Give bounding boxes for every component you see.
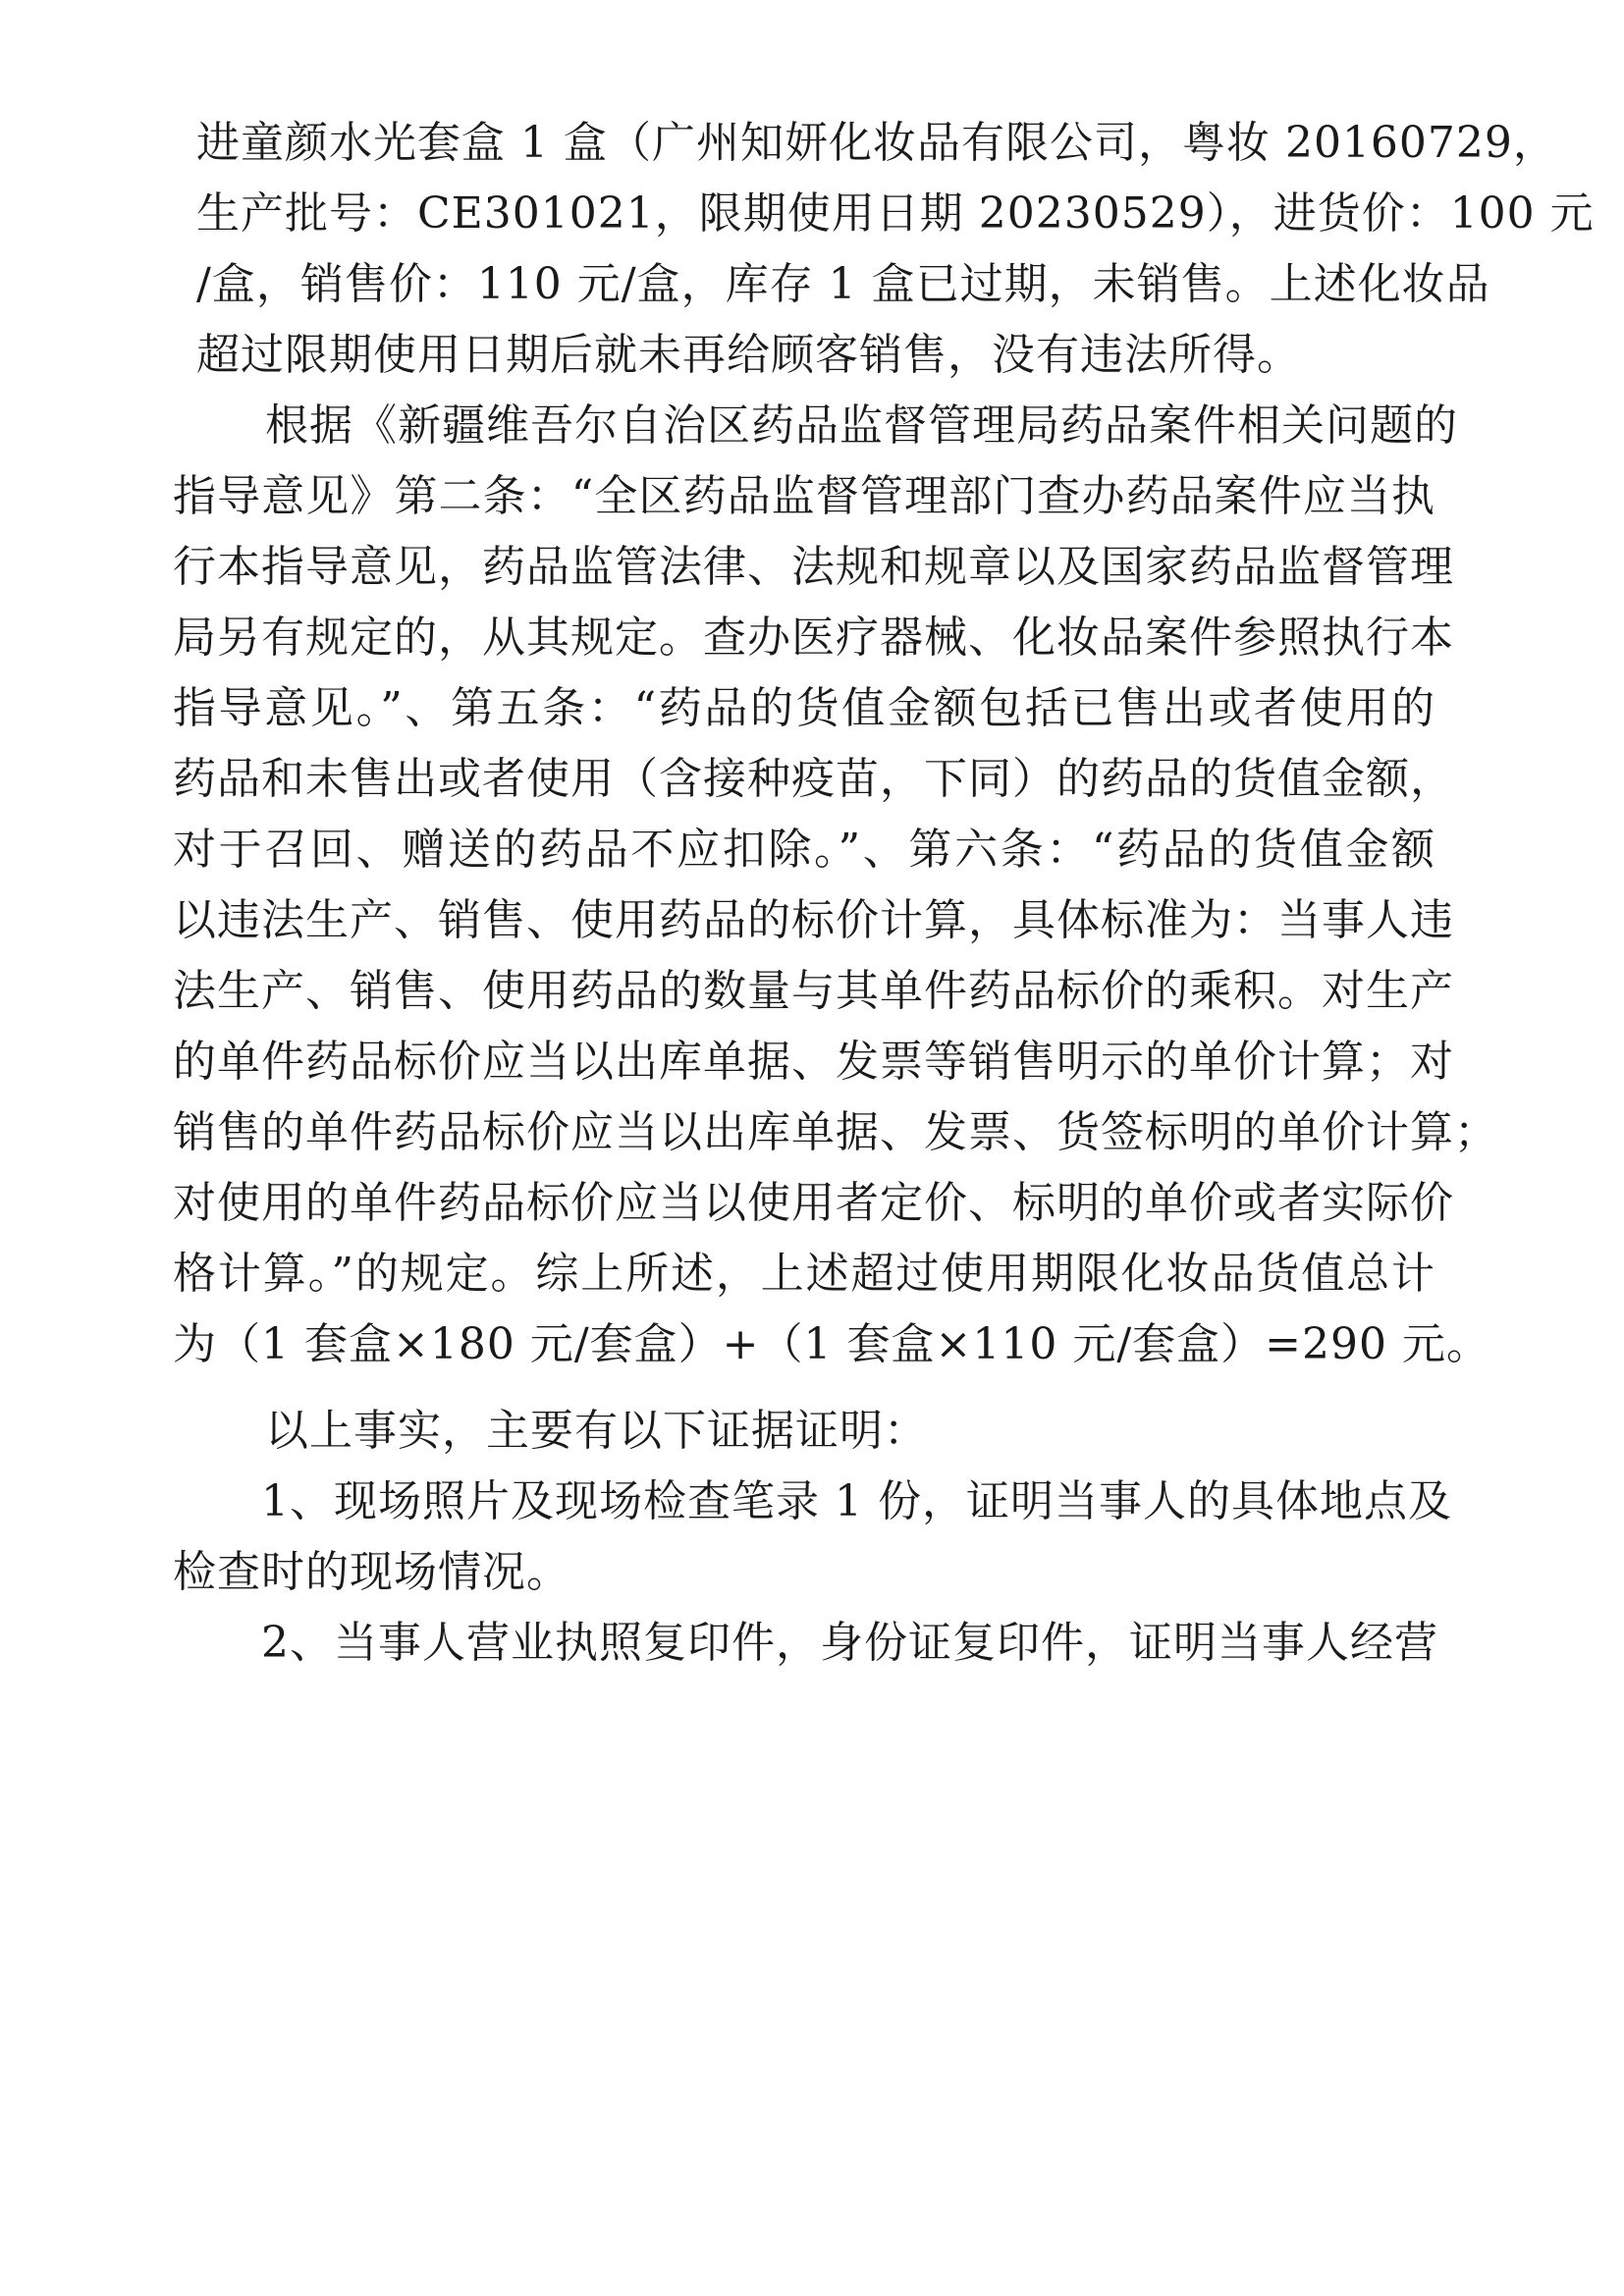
text-line: 生产批号：CE301021，限期使用日期 20230529），进货价：100 元 (196, 188, 1595, 239)
text-line: 格计算。”的规定。综上所述，上述超过使用期限化妆品货值总计 (173, 1249, 1435, 1299)
text-line: 的单件药品标价应当以出库单据、发票等销售明示的单价计算；对 (173, 1037, 1454, 1087)
text-line: 指导意见》第二条：“全区药品监督管理部门查办药品案件应当执 (173, 471, 1435, 521)
evidence-intro: 以上事实，主要有以下证据证明： (265, 1406, 928, 1456)
evidence-item: 2、当事人营业执照复印件，身份证复印件，证明当事人经营 (261, 1618, 1438, 1668)
paragraph-first-line: 根据《新疆维吾尔自治区药品监督管理局药品案件相关问题的 (265, 400, 1458, 451)
evidence-item: 1、现场照片及现场检查笔录 1 份，证明当事人的具体地点及 (261, 1476, 1452, 1526)
text-line: 超过限期使用日期后就未再给顾客销售，没有违法所得。 (196, 330, 1301, 380)
text-line: 法生产、销售、使用药品的数量与其单件药品标价的乘积。对生产 (173, 966, 1454, 1016)
text-line: 指导意见。”、第五条：“药品的货值金额包括已售出或者使用的 (173, 683, 1435, 733)
text-line: 对使用的单件药品标价应当以使用者定价、标明的单价或者实际价 (173, 1178, 1454, 1228)
text-line: 药品和未售出或者使用（含接种疫苗，下同）的药品的货值金额， (173, 754, 1454, 804)
text-line: 检查时的现场情况。 (173, 1547, 570, 1597)
text-line: /盒，销售价：110 元/盒，库存 1 盒已过期，未销售。上述化妆品 (196, 259, 1490, 309)
text-line: 进童颜水光套盒 1 盒（广州知妍化妆品有限公司，粤妆 20160729， (196, 118, 1557, 168)
text-line: 行本指导意见，药品监管法律、法规和规章以及国家药品监督管理 (173, 542, 1454, 592)
text-line: 为（1 套盒×180 元/套盒）+（1 套盒×110 元/套盒）=290 元。 (173, 1319, 1490, 1369)
text-line: 对于召回、赠送的药品不应扣除。”、第六条：“药品的货值金额 (173, 825, 1435, 875)
text-line: 销售的单件药品标价应当以出库单据、发票、货签标明的单价计算； (173, 1107, 1498, 1157)
text-line: 以违法生产、销售、使用药品的标价计算，具体标准为：当事人违 (173, 895, 1454, 945)
text-line: 局另有规定的，从其规定。查办医疗器械、化妆品案件参照执行本 (173, 613, 1454, 663)
